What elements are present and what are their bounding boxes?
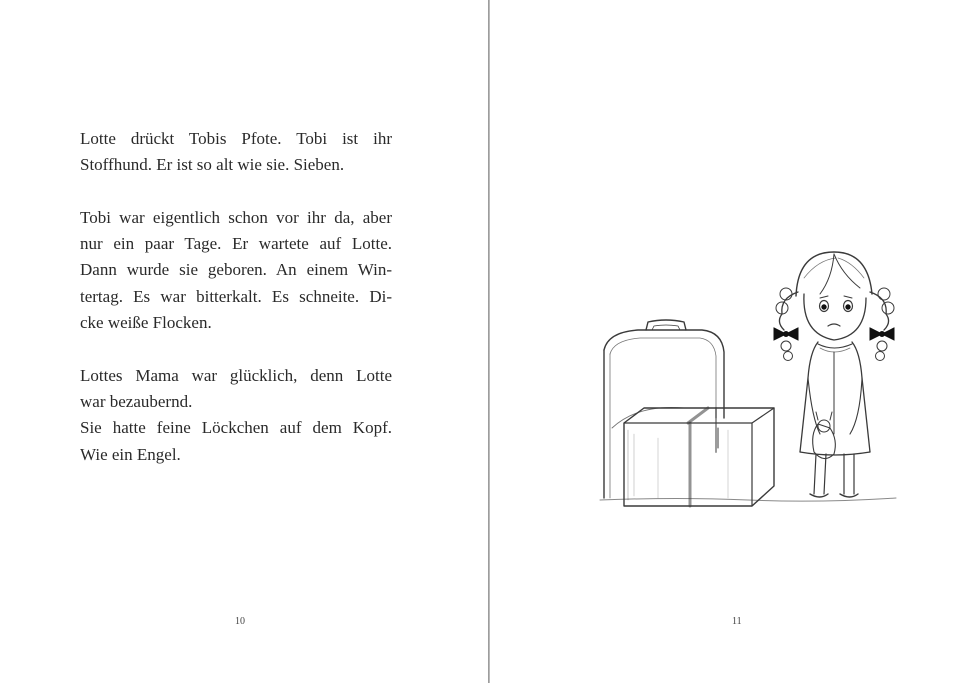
girl-figure xyxy=(776,252,894,497)
right-page xyxy=(490,0,978,683)
text-line: war bezaubernd. xyxy=(80,391,193,411)
paragraph-2 xyxy=(80,205,392,336)
girl-with-suitcases-illustration xyxy=(598,248,898,510)
paragraph-1 xyxy=(80,126,392,179)
story-text xyxy=(80,126,392,494)
floor-line xyxy=(600,498,896,501)
text-line: Lottes Mama war glücklich, denn Lotte xyxy=(80,365,392,385)
page-number-right: 11 xyxy=(732,616,742,627)
box-suitcase xyxy=(624,408,774,506)
text-line: nur ein paar Tage. Er wartete auf Lotte. xyxy=(80,234,392,254)
text-line: Lotte drückt Tobis Pfote. Tobi ist ihr xyxy=(80,129,392,148)
text-line: Sie hatte feine Löckchen auf dem Kopf. xyxy=(80,418,392,438)
text-line: tertag. Es war bitterkalt. Es schneite. Di- xyxy=(80,286,392,306)
text-line: Stoffhund. Er ist so alt wie sie. Sieben. xyxy=(80,155,345,175)
text-line: cke weiße Flocken. xyxy=(80,313,212,333)
text-line: Dann wurde sie geboren. An einem Win- xyxy=(80,260,392,280)
hair-bows xyxy=(774,305,894,340)
text-line: Wie ein Engel. xyxy=(80,444,181,464)
text-line: Tobi war eigentlich schon vor ihr da, aber xyxy=(80,207,392,227)
pencil-sketch-drawing xyxy=(598,248,898,510)
page-number-left: 10 xyxy=(235,616,245,627)
paragraph-3 xyxy=(80,363,392,468)
